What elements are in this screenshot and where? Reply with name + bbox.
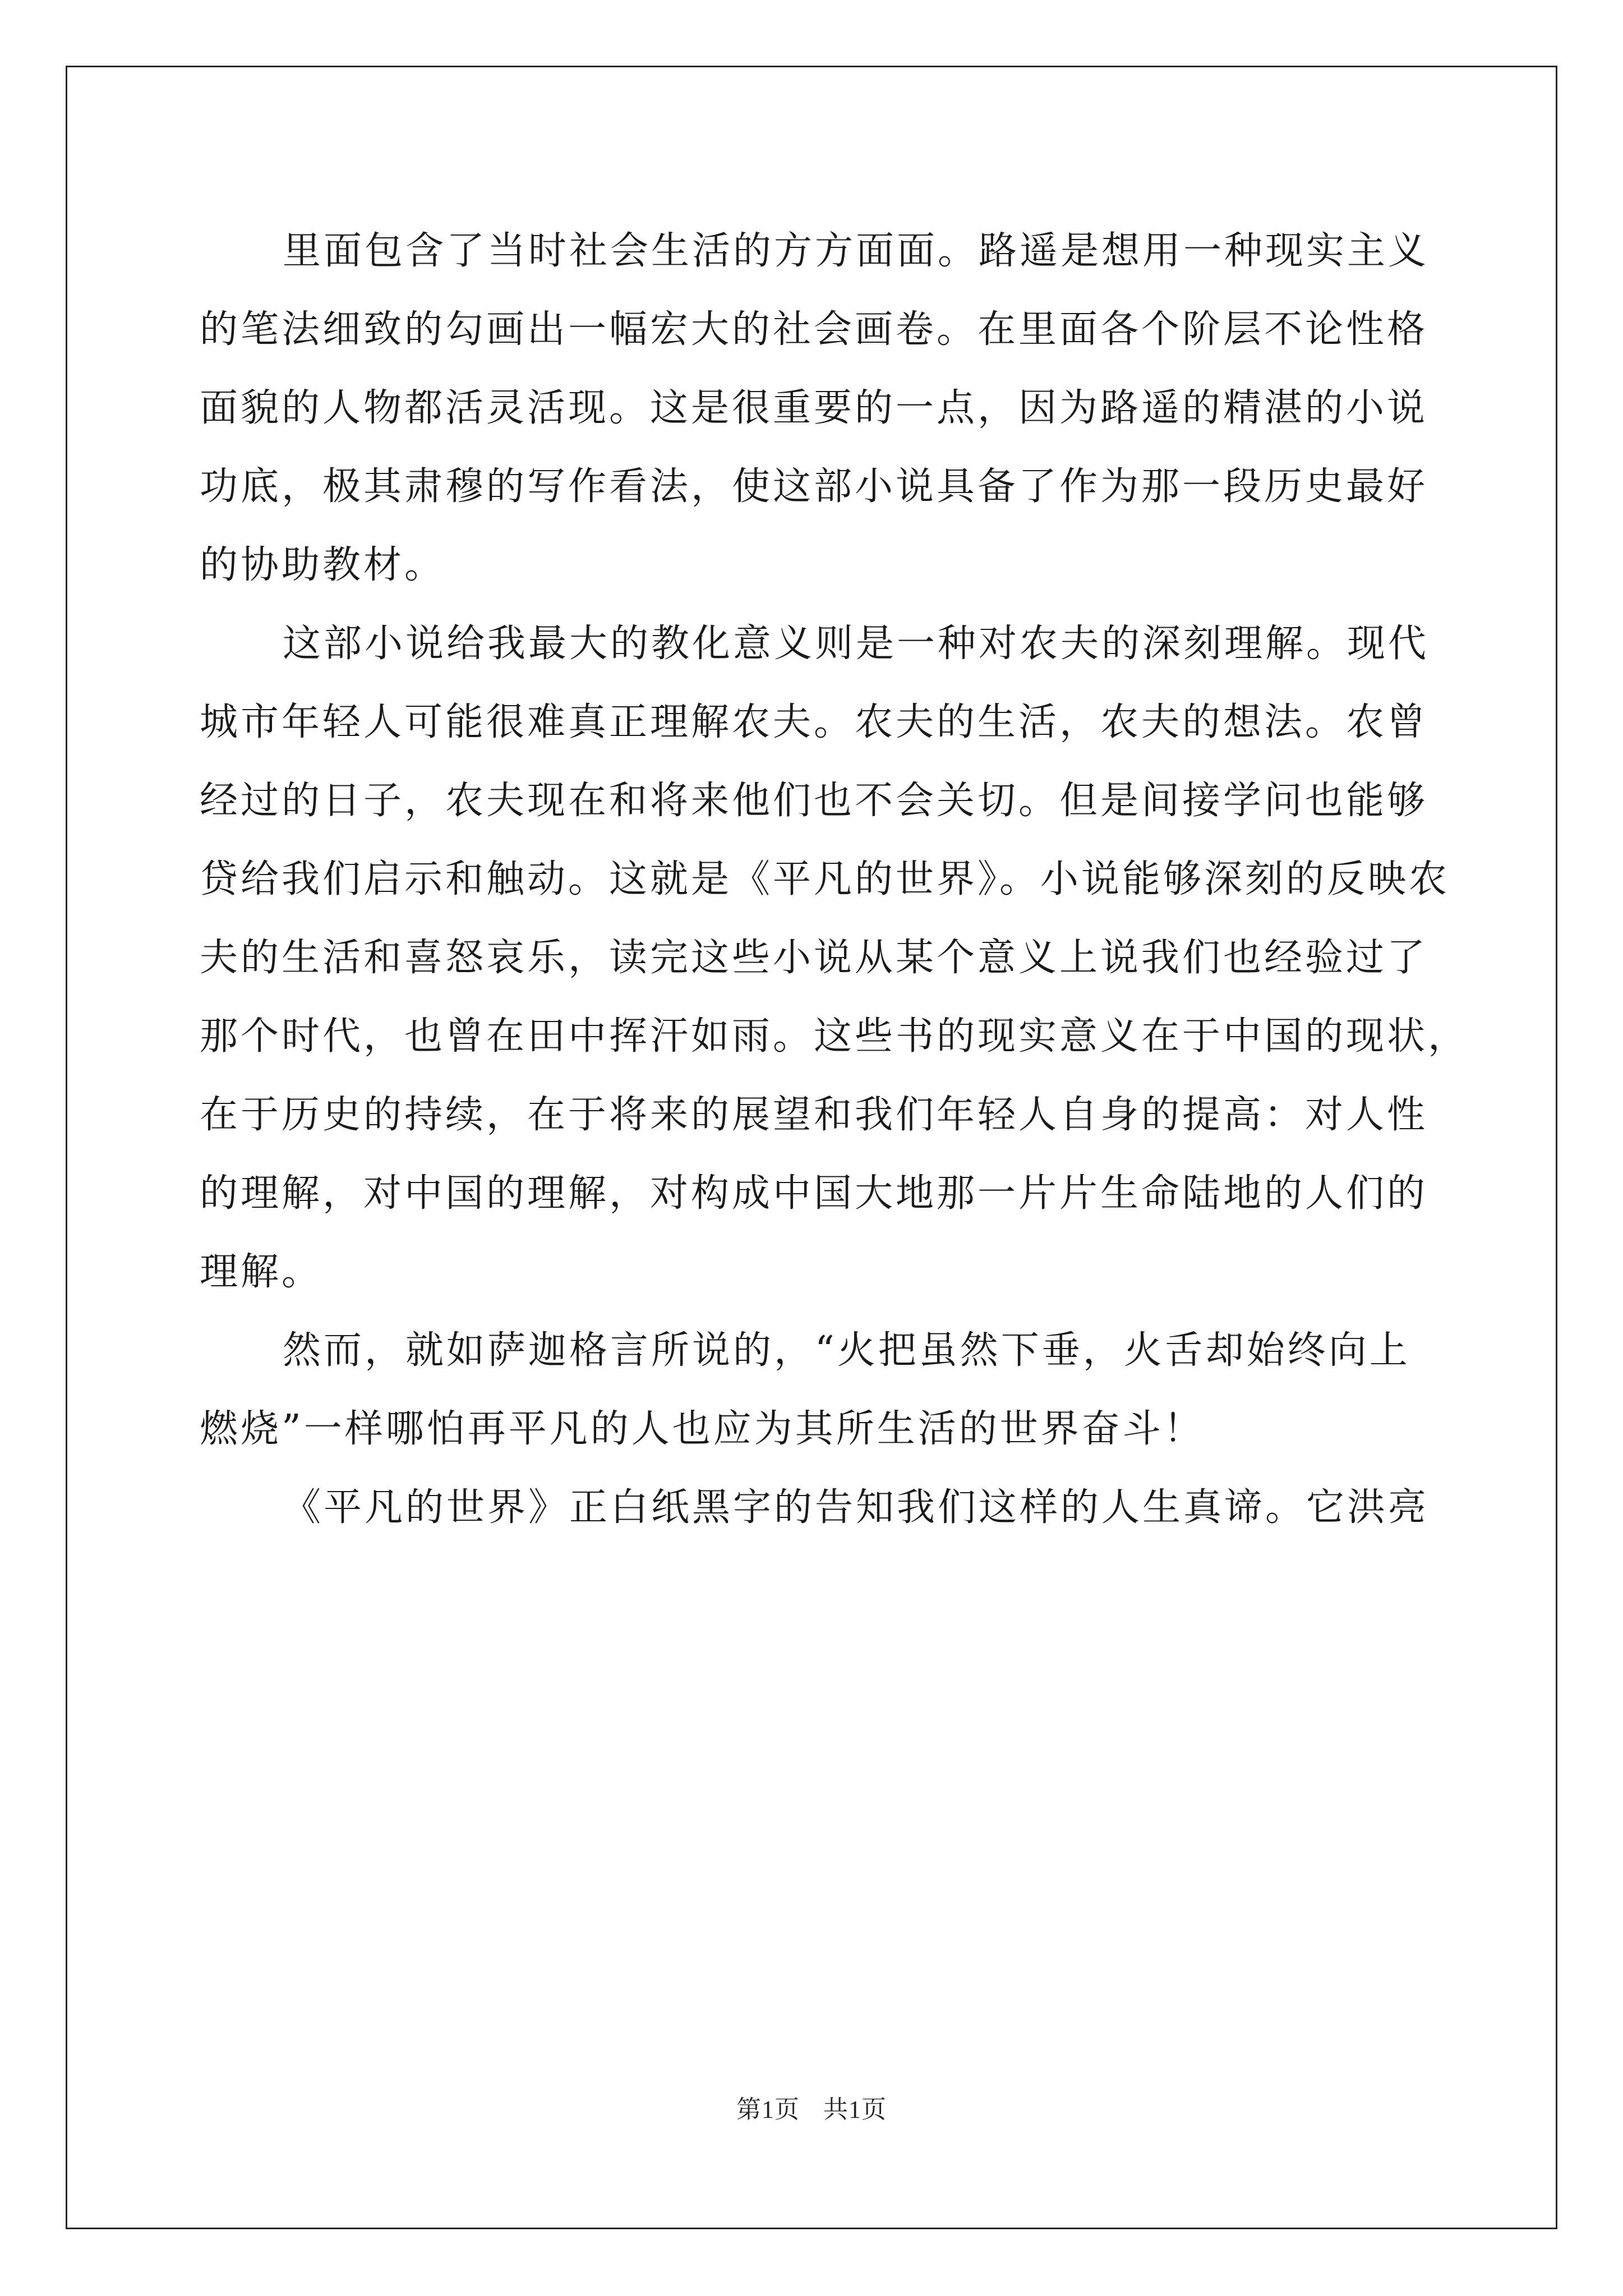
text-line: 的笔法细致的勾画出一幅宏大的社会画卷。在里面各个阶层不论性格 [200, 307, 1428, 352]
text-line: 然而，就如萨迦格言所说的，“火把虽然下垂，火舌却始终向上 [283, 1328, 1410, 1373]
text-line: 夫的生活和喜怒哀乐，读完这些小说从某个意义上说我们也经验过了 [200, 936, 1428, 980]
text-line: 那个时代，也曾在田中挥汗如雨。这些书的现实意义在于中国的现状， [200, 1014, 1469, 1059]
page-footer [0, 2089, 1623, 2125]
text-line: 功底，极其肃穆的写作看法，使这部小说具备了作为那一段历史最好 [200, 464, 1428, 509]
text-line: 贷给我们启示和触动。这就是《平凡的世界》。小说能够深刻的反映农 [200, 857, 1450, 901]
text-line: 的理解，对中国的理解，对构成中国大地那一片片生命陆地的人们的 [200, 1171, 1428, 1216]
text-line: 里面包含了当时社会生活的方方面面。路遥是想用一种现实主义 [283, 229, 1430, 273]
page-total: 共1页 [823, 2096, 887, 2123]
text-line: 城市年轻人可能很难真正理解农夫。农夫的生活，农夫的想法。农曾 [200, 700, 1428, 744]
text-line: 燃烧”一样哪怕再平凡的人也应为其所生活的世界奋斗！ [200, 1407, 1205, 1451]
text-line: 面貌的人物都活灵活现。这是很重要的一点，因为路遥的精湛的小说 [200, 386, 1428, 430]
page-number: 第1页 [736, 2096, 800, 2123]
text-line: 这部小说给我最大的教化意义则是一种对农夫的深刻理解。现代 [283, 622, 1430, 666]
text-line: 的协助教材。 [200, 543, 446, 587]
text-line: 《平凡的世界》正白纸黑字的告知我们这样的人生真谛。它洪亮 [283, 1485, 1430, 1530]
text-line: 理解。 [200, 1250, 323, 1294]
text-line: 在于历史的持续，在于将来的展望和我们年轻人自身的提高：对人性 [200, 1093, 1428, 1137]
text-line: 经过的日子，农夫现在和将来他们也不会关切。但是间接学问也能够 [200, 779, 1428, 823]
